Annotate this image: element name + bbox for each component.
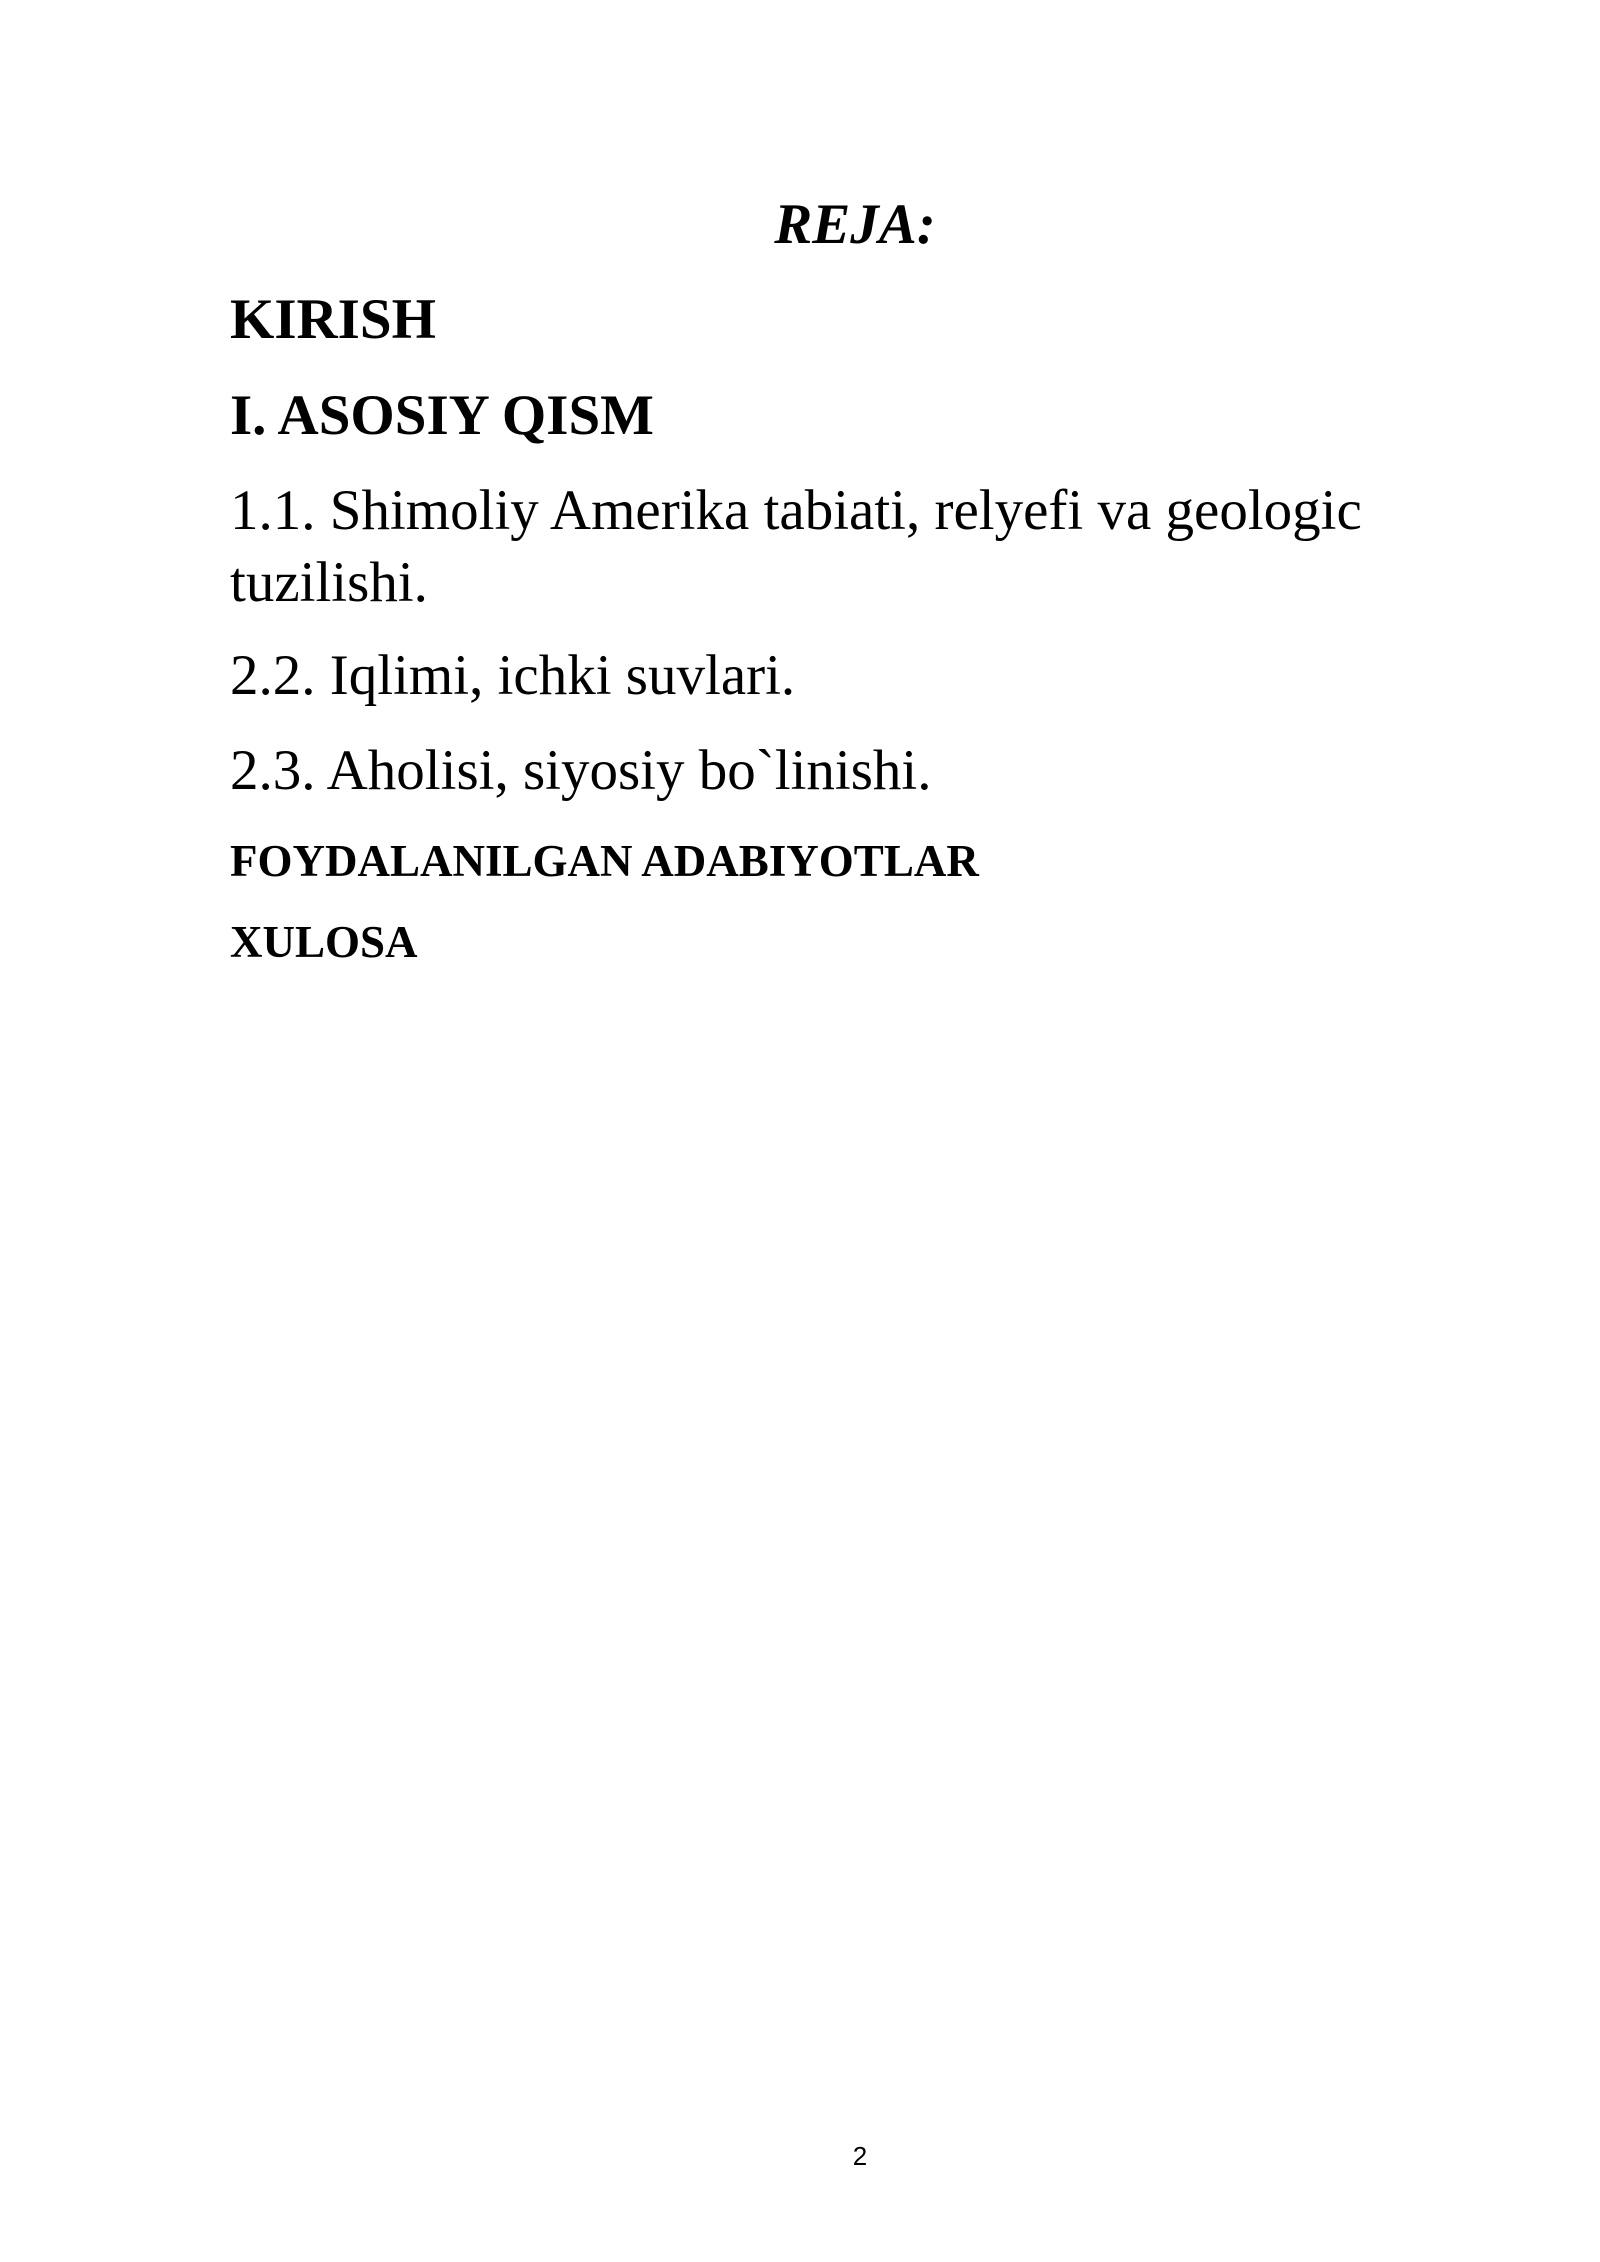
toc-item-1-1: 1.1. Shimoliy Amerika tabiati, relyefi va geologic tuzilishi.	[230, 479, 1362, 614]
toc-heading-asosiy-qism: I. ASOSIY QISM	[230, 384, 654, 447]
page-number: 2	[852, 2141, 868, 2171]
toc-item-2-2: 2.2. Iqlimi, ichki suvlari.	[230, 644, 796, 707]
plan-title: REJA:	[774, 193, 936, 256]
toc-heading-kirish: KIRISH	[230, 288, 436, 351]
toc-heading-xulosa: XULOSA	[230, 917, 418, 967]
toc-heading-adabiyotlar: FOYDALANILGAN ADABIYOTLAR	[230, 836, 979, 886]
toc-item-2-3: 2.3. Aholisi, siyosiy bo`linishi.	[230, 739, 932, 802]
